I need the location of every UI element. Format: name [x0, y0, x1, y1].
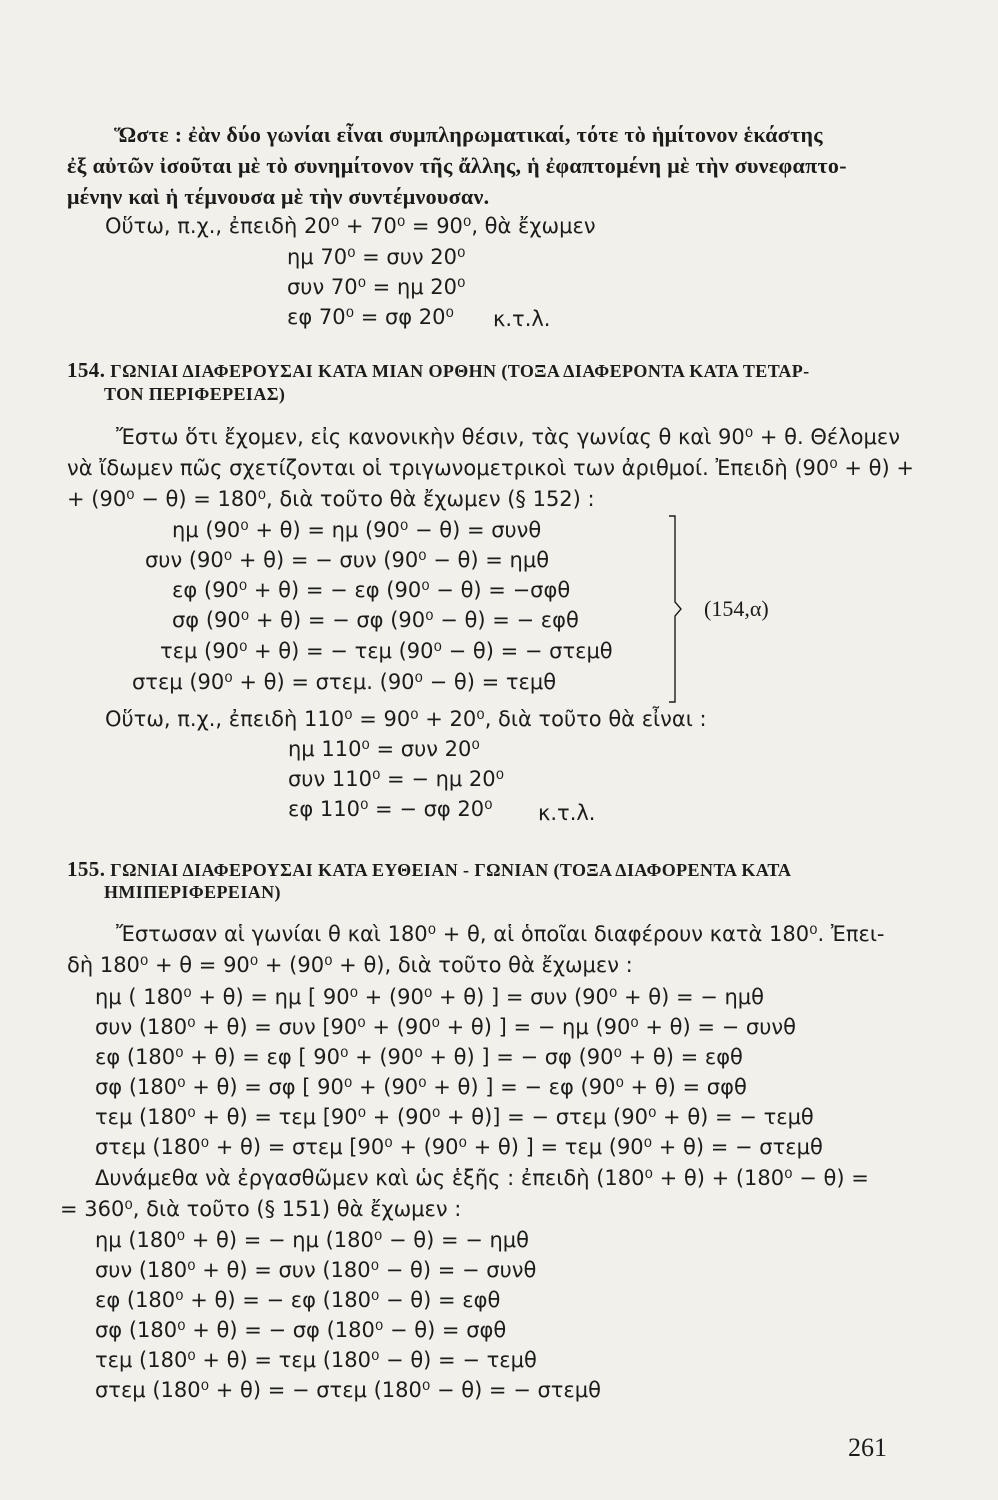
section-155-number: 155.	[67, 857, 106, 881]
s155-alt-eq-3: εφ (180⁰ + θ) = − εφ (180⁰ − θ) = εφθ	[95, 1288, 501, 1312]
right-brace	[668, 514, 682, 704]
s154-para-2: νὰ ἴδωμεν πῶς σχετίζονται οἱ τριγωνομετρικοὶ των ἀριθμοί. Ἐπειδὴ (90⁰ + θ) +	[67, 456, 914, 480]
s154-eq-6: στεμ (90⁰ + θ) = στεμ. (90⁰ − θ) = τεμθ	[132, 670, 557, 694]
section-154-number: 154.	[67, 358, 106, 382]
s155-para-3: Δυνάμεθα νὰ ἐργασθῶμεν καὶ ὡς ἑξῆς : ἐπειδὴ (180⁰ + θ) + (180⁰ − θ) =	[95, 1166, 869, 1190]
s155-para-1: Ἔστωσαν αἱ γωνίαι θ καὶ 180⁰ + θ, αἱ ὁποῖαι διαφέρουν κατὰ 180⁰. Ἐπει-	[116, 922, 885, 946]
s154-eq-4: σφ (90⁰ + θ) = − σφ (90⁰ − θ) = − εφθ	[172, 608, 579, 632]
s155-alt-eq-1: ημ (180⁰ + θ) = − ημ (180⁰ − θ) = − ημθ	[95, 1228, 530, 1252]
section-155-title-1: ΓΩΝΙΑΙ ΔΙΑΦΕΡΟΥΣΑΙ ΚΑΤΑ ΕΥΘΕΙΑΝ - ΓΩΝΙΑΝ (ΤΟΞΑ ΔΙΑΦΟΡΕΝΤΑ ΚΑΤΑ	[110, 860, 792, 880]
s154-ex-eq-1: ημ 110⁰ = συν 20⁰	[288, 737, 480, 761]
s155-para-4: = 360⁰, διὰ τοῦτο (§ 151) θὰ ἔχωμεν :	[60, 1197, 462, 1221]
section-155-title-2: ΗΜΙΠΕΡΙΦΕΡΕΙΑΝ)	[104, 882, 281, 902]
intro-eq-1: ημ 70⁰ = συν 20⁰	[287, 245, 466, 269]
s155-eq-5: τεμ (180⁰ + θ) = τεμ [90⁰ + (90⁰ + θ)] = − στεμ (90⁰ + θ) = − τεμθ	[95, 1105, 814, 1129]
section-154-heading	[67, 358, 810, 383]
s154-ktl: κ.τ.λ.	[538, 801, 596, 825]
s155-eq-1: ημ ( 180⁰ + θ) = ημ [ 90⁰ + (90⁰ + θ) ] = συν (90⁰ + θ) = − ημθ	[95, 985, 765, 1009]
s155-alt-eq-4: σφ (180⁰ + θ) = − σφ (180⁰ − θ) = σφθ	[95, 1318, 507, 1342]
s155-alt-eq-5: τεμ (180⁰ + θ) = τεμ (180⁰ − θ) = − τεμθ	[95, 1348, 537, 1372]
s155-eq-4: σφ (180⁰ + θ) = σφ [ 90⁰ + (90⁰ + θ) ] = − εφ (90⁰ + θ) = σφθ	[95, 1075, 747, 1099]
section-154-title-1: ΓΩΝΙΑΙ ΔΙΑΦΕΡΟΥΣΑΙ ΚΑΤΑ ΜΙΑΝ ΟΡΘΗΝ (ΤΟΞΑ ΔΙΑΦΕΡΟΝΤΑ ΚΑΤΑ ΤΕΤΑΡ-	[110, 361, 810, 381]
s155-eq-3: εφ (180⁰ + θ) = εφ [ 90⁰ + (90⁰ + θ) ] = − σφ (90⁰ + θ) = εφθ	[95, 1045, 743, 1069]
intro-example: Οὕτω, π.χ., ἐπειδὴ 20⁰ + 70⁰ = 90⁰, θὰ ἔχωμεν	[105, 214, 596, 238]
s155-alt-eq-6: στεμ (180⁰ + θ) = − στεμ (180⁰ − θ) = − στεμθ	[95, 1378, 601, 1402]
s154-eq-1: ημ (90⁰ + θ) = ημ (90⁰ − θ) = συνθ	[172, 518, 542, 542]
s154-eq-3: εφ (90⁰ + θ) = − εφ (90⁰ − θ) = −σφθ	[172, 578, 571, 602]
intro-eq-2: συν 70⁰ = ημ 20⁰	[287, 275, 466, 299]
intro-line-2: ἐξ αὐτῶν ἰσοῦται μὲ τὸ συνημίτονον τῆς ἄλλης, ἡ ἐφαπτομένη μὲ τὴν συνεφαπτο-	[67, 153, 847, 178]
s154-eq-5: τεμ (90⁰ + θ) = − τεμ (90⁰ − θ) = − στεμθ	[160, 639, 613, 663]
s154-eq-2: συν (90⁰ + θ) = − συν (90⁰ − θ) = ημθ	[145, 548, 550, 572]
s154-example: Οὕτω, π.χ., ἐπειδὴ 110⁰ = 90⁰ + 20⁰, διὰ τοῦτο θὰ εἶναι :	[105, 707, 707, 731]
s155-eq-6: στεμ (180⁰ + θ) = στεμ [90⁰ + (90⁰ + θ) ] = τεμ (90⁰ + θ) = − στεμθ	[95, 1135, 823, 1159]
intro-ktl: κ.τ.λ.	[493, 307, 551, 331]
s154-ex-eq-3: εφ 110⁰ = − σφ 20⁰	[288, 797, 493, 821]
intro-eq-3: εφ 70⁰ = σφ 20⁰	[287, 305, 454, 329]
s154-para-3: + (90⁰ − θ) = 180⁰, διὰ τοῦτο θὰ ἔχωμεν (§ 152) :	[67, 487, 595, 511]
s154-ex-eq-2: συν 110⁰ = − ημ 20⁰	[288, 767, 505, 791]
equation-label-154a: (154,α)	[704, 596, 769, 621]
section-155-heading	[67, 857, 791, 882]
s155-alt-eq-2: συν (180⁰ + θ) = συν (180⁰ − θ) = − συνθ	[95, 1258, 537, 1282]
s154-para-1: Ἔστω ὅτι ἔχομεν, εἰς κανονικὴν θέσιν, τὰς γωνίας θ καὶ 90⁰ + θ. Θέλομεν	[116, 425, 900, 449]
s155-para-2: δὴ 180⁰ + θ = 90⁰ + (90⁰ + θ), διὰ τοῦτο θὰ ἔχωμεν :	[67, 953, 633, 977]
intro-line-3: μένην καὶ ἡ τέμνουσα μὲ τὴν συντέμνουσαν.	[67, 184, 490, 209]
page-number: 261	[848, 1433, 887, 1462]
intro-line-1: Ὥστε : ἐὰν δύο γωνίαι εἶναι συμπληρωματικαί, τότε τὸ ἡμίτονον ἑκάστης	[114, 122, 823, 147]
s155-eq-2: συν (180⁰ + θ) = συν [90⁰ + (90⁰ + θ) ] = − ημ (90⁰ + θ) = − συνθ	[95, 1015, 796, 1039]
section-154-title-2: ΤΟΝ ΠΕΡΙΦΕΡΕΙΑΣ)	[104, 384, 286, 404]
